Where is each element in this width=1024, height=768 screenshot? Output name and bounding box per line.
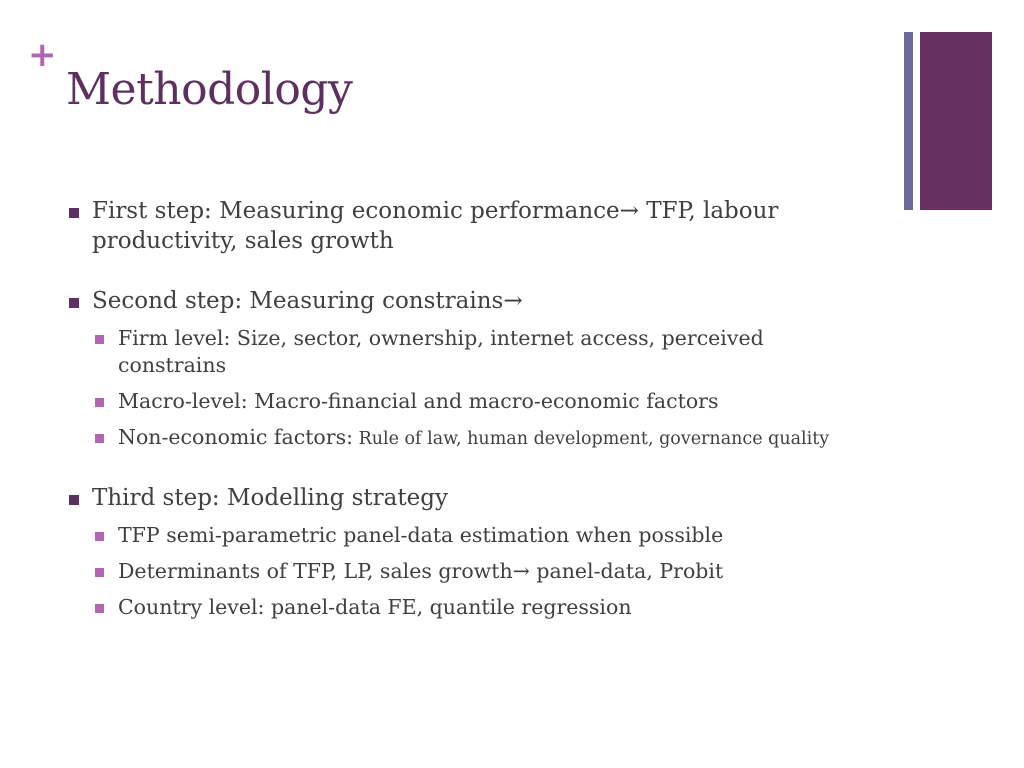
bullet-first-step: First step: Measuring economic performance→ TFP, labour productivity, sales growth <box>68 196 878 256</box>
sub-bullet-non-economic <box>68 424 878 453</box>
bullet-third-step: Third step: Modelling strategy <box>68 483 878 513</box>
accent-bar-thick <box>920 32 992 210</box>
sub-bullet-determinants: Determinants of TFP, LP, sales growth→ panel-data, Probit <box>68 558 878 585</box>
sub-bullet-macro-level: Macro-level: Macro-financial and macro-economic factors <box>68 388 878 415</box>
sub-bullet-tfp-estimation: TFP semi-parametric panel-data estimation when possible <box>68 522 878 549</box>
bullet-second-step: Second step: Measuring constrains→ <box>68 286 878 316</box>
sub-bullet-firm-level: Firm level: Size, sector, ownership, internet access, perceived constrains <box>68 325 878 379</box>
sub-bullet-non-economic-lead: Non-economic factors: <box>118 425 353 449</box>
accent-bar-thin <box>904 32 913 210</box>
sub-bullet-country-level: Country level: panel-data FE, quantile regression <box>68 594 878 621</box>
bullet-list <box>68 196 878 621</box>
slide-title: Methodology <box>66 64 353 115</box>
sub-bullet-non-economic-rest: Rule of law, human development, governance quality <box>353 429 830 449</box>
plus-icon: + <box>28 35 57 75</box>
